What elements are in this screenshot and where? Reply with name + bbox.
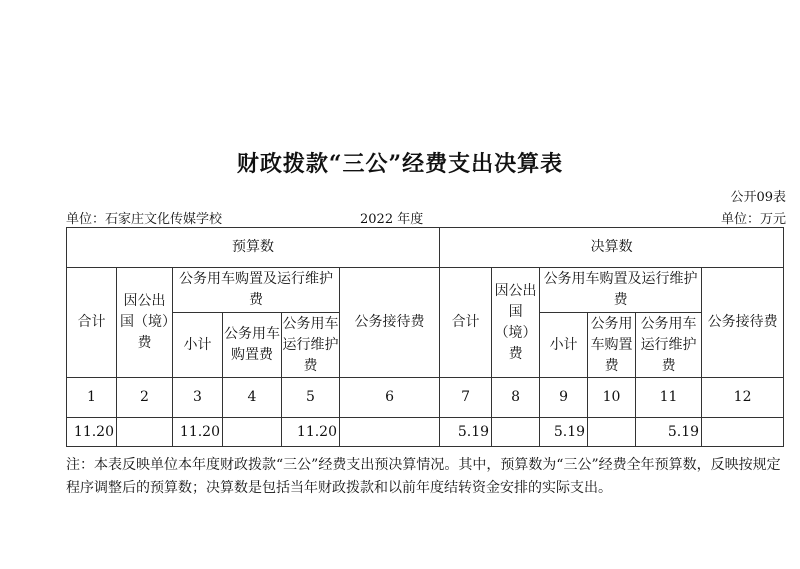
final-vehicle-header: 公务用车购置及运行维护费 bbox=[540, 268, 702, 313]
value-cell bbox=[702, 418, 784, 447]
column-number: 5 bbox=[282, 378, 340, 418]
value-cell: 11.20 bbox=[173, 418, 223, 447]
money-unit-label: 单位：万元 bbox=[720, 212, 786, 227]
column-number: 10 bbox=[588, 378, 636, 418]
value-cell: 5.19 bbox=[540, 418, 588, 447]
column-number: 6 bbox=[340, 378, 440, 418]
document-title: 财政拨款“三公”经费支出决算表 bbox=[236, 151, 564, 177]
final-total-header: 合计 bbox=[440, 268, 492, 378]
value-cell bbox=[117, 418, 173, 447]
column-number: 11 bbox=[636, 378, 702, 418]
table-note: 注：本表反映单位本年度财政拨款“三公”经费支出预决算情况。其中，预算数为“三公”经费全年预算数，反映按规定程序调整后的预算数；决算数是包括当年财政拨款和以前年度结转资金安排的实际支出。 bbox=[66, 457, 781, 496]
final-subtotal-header: 小计 bbox=[540, 313, 588, 378]
budget-abroad-header: 因公出国（境）费 bbox=[117, 268, 173, 378]
column-number: 4 bbox=[223, 378, 282, 418]
budget-purchase-header: 公务用车购置费 bbox=[223, 313, 282, 378]
final-abroad-header: 因公出国（境）费 bbox=[492, 268, 540, 378]
form-number: 公开09表 bbox=[730, 190, 786, 205]
budget-vehicle-header: 公务用车购置及运行维护费 bbox=[173, 268, 340, 313]
budget-total-header: 合计 bbox=[67, 268, 117, 378]
expense-table bbox=[66, 227, 784, 447]
value-cell bbox=[492, 418, 540, 447]
column-number: 7 bbox=[440, 378, 492, 418]
final-reception-header: 公务接待费 bbox=[702, 268, 784, 378]
budget-operation-header: 公务用车运行维护费 bbox=[282, 313, 340, 378]
final-header: 决算数 bbox=[440, 228, 784, 268]
column-number: 1 bbox=[67, 378, 117, 418]
value-row bbox=[67, 418, 784, 447]
column-number: 8 bbox=[492, 378, 540, 418]
value-cell bbox=[223, 418, 282, 447]
budget-subtotal-header: 小计 bbox=[173, 313, 223, 378]
column-number: 2 bbox=[117, 378, 173, 418]
column-number: 12 bbox=[702, 378, 784, 418]
value-cell: 11.20 bbox=[282, 418, 340, 447]
budget-reception-header: 公务接待费 bbox=[340, 268, 440, 378]
value-cell bbox=[588, 418, 636, 447]
value-cell: 5.19 bbox=[636, 418, 702, 447]
value-cell: 11.20 bbox=[67, 418, 117, 447]
final-purchase-header: 公务用车购置费 bbox=[588, 313, 636, 378]
year-label: 2022 年度 bbox=[360, 212, 424, 227]
column-number: 3 bbox=[173, 378, 223, 418]
budget-header: 预算数 bbox=[67, 228, 440, 268]
value-cell: 5.19 bbox=[440, 418, 492, 447]
final-operation-header: 公务用车运行维护费 bbox=[636, 313, 702, 378]
column-number-row bbox=[67, 378, 784, 418]
value-cell bbox=[340, 418, 440, 447]
column-number: 9 bbox=[540, 378, 588, 418]
unit-label: 单位：石家庄文化传媒学校 bbox=[66, 212, 223, 227]
